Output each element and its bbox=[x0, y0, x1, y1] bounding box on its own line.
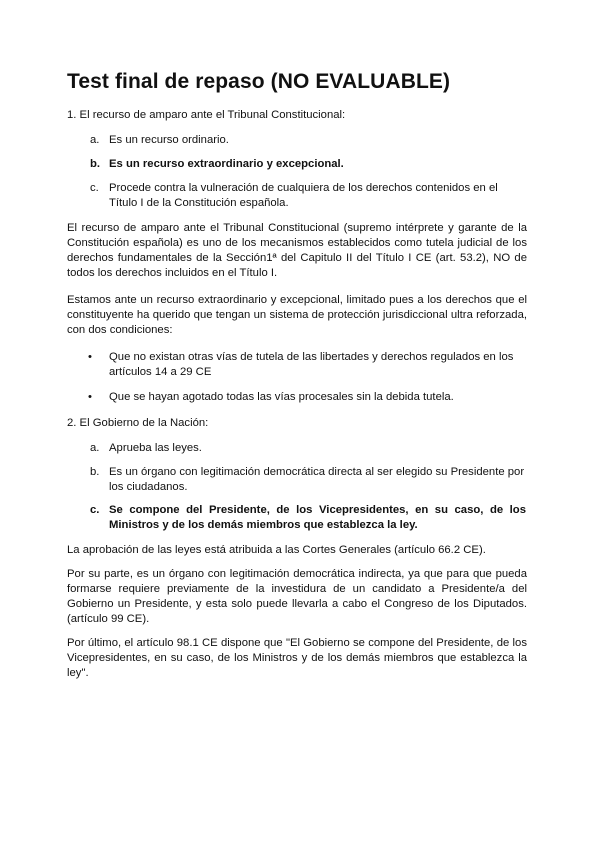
question-2: 2. El Gobierno de la Nación: bbox=[67, 417, 209, 429]
option-letter: c. bbox=[90, 182, 99, 194]
q1-option-a bbox=[90, 133, 530, 148]
q1-option-b-correct bbox=[90, 157, 530, 172]
q1-bullet-1 bbox=[88, 350, 518, 380]
q1-bullet-2 bbox=[88, 390, 528, 405]
option-letter: b. bbox=[90, 158, 101, 170]
bullet-icon: • bbox=[88, 391, 92, 403]
question-1: 1. El recurso de amparo ante el Tribunal Constitucional: bbox=[67, 109, 346, 121]
option-letter: c. bbox=[90, 504, 100, 516]
q1-explanation-1: El recurso de amparo ante el Tribunal Constitucional (supremo intérprete y garante de la Constitución española) es uno de los mecanismos establecidos como tutela judicial de los derechos fundamentales de la Sección1ª del Capitulo II del Título I CE (art. 53.2), NO de todos los derechos incluidos en el Título I. bbox=[67, 222, 527, 279]
page-title: Test final de repaso (NO EVALUABLE) bbox=[67, 70, 451, 93]
option-text: Procede contra la vulneración de cualquiera de los derechos contenidos en el Título I de la Constitución española. bbox=[109, 182, 498, 209]
option-letter: a. bbox=[90, 442, 100, 454]
q2-option-a bbox=[90, 441, 530, 456]
bullet-icon: • bbox=[88, 351, 92, 363]
option-text: Es un recurso ordinario. bbox=[109, 134, 229, 146]
option-text: Se compone del Presidente, de los Vicepresidentes, en su caso, de los Ministros y de los demás miembros que establezca la ley. bbox=[109, 504, 526, 531]
option-letter: a. bbox=[90, 134, 100, 146]
q2-option-c-correct bbox=[90, 503, 526, 533]
option-text: Es un recurso extraordinario y excepcional. bbox=[109, 158, 344, 170]
q2-option-b bbox=[90, 465, 538, 495]
option-text: Aprueba las leyes. bbox=[109, 442, 202, 454]
q2-explanation-1: La aprobación de las leyes está atribuida a las Cortes Generales (artículo 66.2 CE). bbox=[67, 544, 486, 556]
q2-explanation-2: Por su parte, es un órgano con legitimación democrática indirecta, ya que para que pueda formarse requiere previamente de la investidura de un candidato a Presidente/a del Gobierno un Presidente, y esta solo puede llevarla a cabo el Congreso de los Diputados. (artículo 99 CE). bbox=[67, 568, 527, 625]
q2-explanation-3: Por último, el artículo 98.1 CE dispone que "El Gobierno se compone del Presidente, de los Vicepresidentes, en su caso, de los Ministros y de los demás miembros que establezca la ley". bbox=[67, 637, 527, 679]
bullet-text: Que no existan otras vías de tutela de las libertades y derechos regulados en los artículos 14 a 29 CE bbox=[109, 351, 514, 378]
option-text: Es un órgano con legitimación democrática directa al ser elegido su Presidente por los ciudadanos. bbox=[109, 466, 525, 493]
bullet-text: Que se hayan agotado todas las vías procesales sin la debida tutela. bbox=[109, 391, 454, 403]
q1-explanation-2: Estamos ante un recurso extraordinario y excepcional, limitado pues a los derechos que el constituyente ha querido que tengan un sistema de protección jurisdiccional ultra reforzada, con dos condiciones: bbox=[67, 294, 527, 336]
option-letter: b. bbox=[90, 466, 100, 478]
q1-option-c bbox=[90, 181, 526, 211]
